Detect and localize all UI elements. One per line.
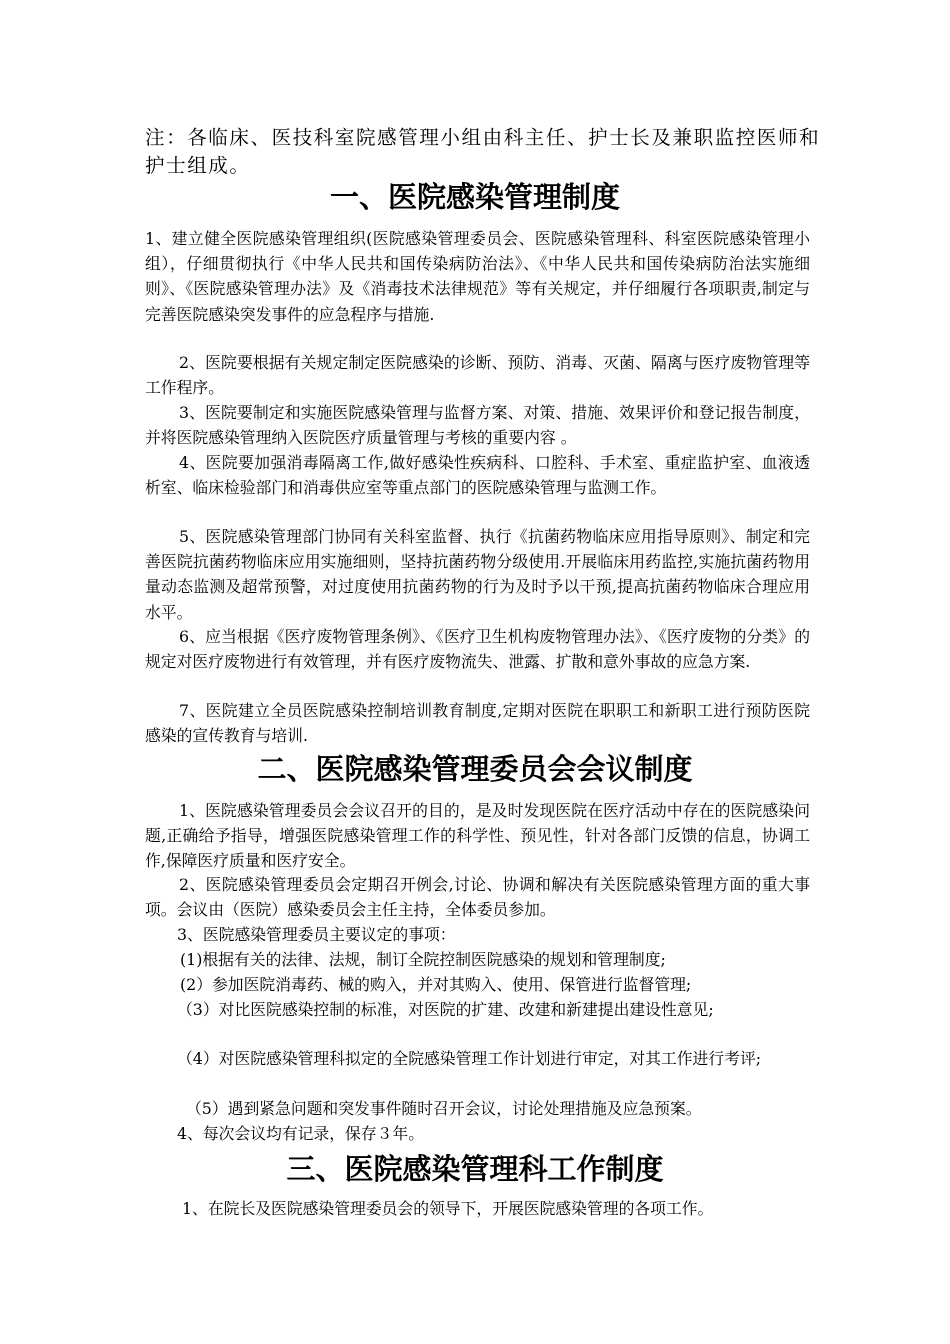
section-1-item-5: 5、医院感染管理部门协同有关科室监督、执行《抗菌药物临床应用指导原则》、制定和完善医院抗菌药物临床应用实施细则，坚持抗菌药物分级使用.开展临床用药监控,实施抗菌药物用量动态监测及超常预警，对过度使用抗菌药物的行为及时予以干预,提高抗菌药物临床合理应用水平。: [145, 527, 810, 622]
section-1-item-6: 6、应当根据《医疗废物管理条例》、《医疗卫生机构废物管理办法》、《医疗废物的分类》的规定对医疗废物进行有效管理，并有医疗废物流失、泄露、扩散和意外事故的应急方案.: [145, 627, 810, 672]
section-1-item-3: 3、医院要制定和实施医院感染管理与监督方案、对策、措施、效果评价和登记报告制度，并将医院感染管理纳入医院医疗质量管理与考核的重要内容 。: [145, 403, 810, 448]
section-2-item-1: 1、医院感染管理委员会会议召开的目的，是及时发现医院在医疗活动中存在的医院感染问题,正确给予指导，增强医院感染管理工作的科学性、预见性，针对各部门反馈的信息，协调工作,保障医疗质量和医疗安全。: [145, 801, 810, 871]
section-1-item-2: 2、医院要根据有关规定制定医院感染的诊断、预防、消毒、灭菌、隔离与医疗废物管理等工作程序。: [145, 353, 810, 398]
section-1-title: 一、医院感染管理制度: [329, 180, 620, 214]
section-2-title: 二、医院感染管理委员会会议制度: [257, 752, 693, 786]
section-2-subitem-5: （5）遇到紧急问题和突发事件随时召开会议，讨论处理措施及应急预案。: [186, 1099, 702, 1118]
section-3-title: 三、医院感染管理科工作制度: [286, 1152, 664, 1186]
section-1-item-7: 7、医院建立全员医院感染控制培训教育制度,定期对医院在职职工和新职工进行预防医院感染的宣传教育与培训.: [145, 701, 810, 746]
section-2-subitem-1: (1)根据有关的法律、法规，制订全院控制医院感染的规划和管理制度;: [180, 950, 666, 969]
section-2-item-3: 3、医院感染管理委员主要议定的事项：: [177, 925, 456, 944]
section-2-subitem-2: (2）参加医院消毒药、械的购入，并对其购入、使用、保管进行监督管理;: [180, 975, 692, 994]
section-2-item-2: 2、医院感染管理委员会定期召开例会,讨论、协调和解决有关医院感染管理方面的重大事项。会议由（医院）感染委员会主任主持，全体委员参加。: [145, 875, 810, 920]
section-2-subitem-4: （4）对医院感染管理科拟定的全院感染管理工作计划进行审定，对其工作进行考评;: [177, 1049, 762, 1068]
section-1-item-1: 1、建立健全医院感染管理组织(医院感染管理委员会、医院感染管理科、科室医院感染管理小组），仔细贯彻执行《中华人民共和国传染病防治法》、《中华人民共和国传染病防治法实施细则》、《医院感染管理办法》及《消毒技术法律规范》等有关规定，并仔细履行各项职责,制定与完善医院感染突发事件的应急程序与措施.: [145, 229, 810, 324]
section-2-subitem-3: （3）对比医院感染控制的标准，对医院的扩建、改建和新建提出建设性意见;: [177, 1000, 714, 1019]
section-2-item-4: 4、每次会议均有记录，保存３年。: [177, 1124, 425, 1143]
section-1-item-4: 4、医院要加强消毒隔离工作,做好感染性疾病科、口腔科、手术室、重症监护室、血液透析室、临床检验部门和消毒供应室等重点部门的医院感染管理与监测工作。: [145, 453, 810, 498]
section-3-item-1: 1、在院长及医院感染管理委员会的领导下，开展医院感染管理的各项工作。: [182, 1199, 714, 1218]
organization-note: 注：各临床、医技科室院感管理小组由科主任、护士长及兼职监控医师和护士组成。: [145, 126, 821, 177]
